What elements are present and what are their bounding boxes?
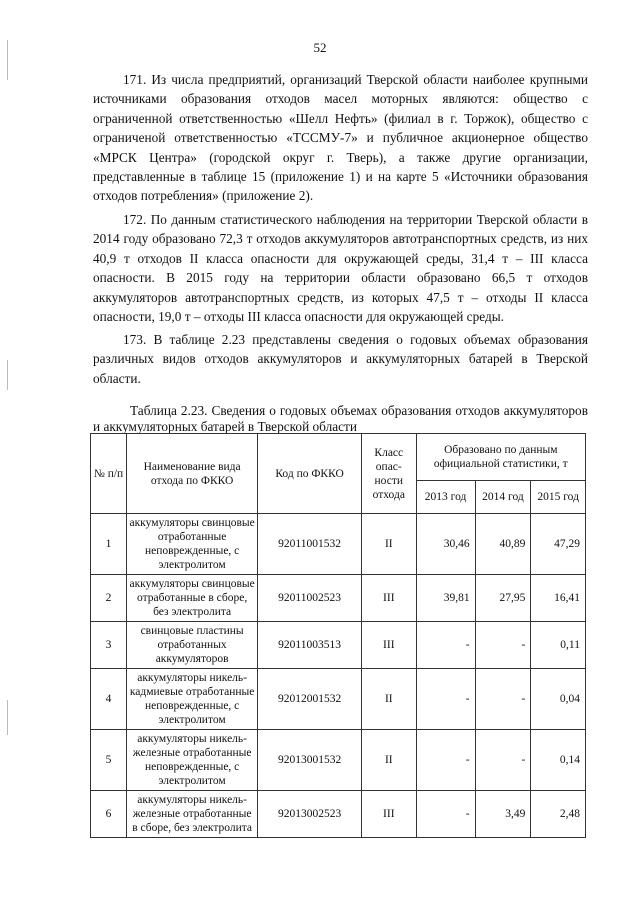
cell-2013: - [416, 622, 475, 669]
cell-code: 92013002523 [258, 791, 362, 838]
cell-2013: 30,46 [416, 514, 475, 575]
cell-name: аккумуляторы никель-кадмиевые отработанные неповрежденные, с электролитом [127, 669, 258, 730]
table-row [91, 669, 586, 730]
cell-2015: 16,41 [531, 575, 586, 622]
header-year-2015: 2015 год [531, 481, 586, 514]
cell-num: 5 [91, 730, 127, 791]
cell-name: аккумуляторы свинцовые отработанные в сборе, без электролита [127, 575, 258, 622]
cell-class: II [361, 669, 416, 730]
cell-class: II [361, 514, 416, 575]
header-num: № п/п [91, 434, 127, 514]
cell-2014: - [475, 669, 531, 730]
cell-2014: 40,89 [475, 514, 531, 575]
header-year-2014: 2014 год [475, 481, 531, 514]
paragraph-172: 172. По данным статистического наблюдения на территории Тверской области в 2014 году образовано 72,3 т отходов аккумуляторов автотранспортных средств, из них 40,9 т отходов II класса опасности для окружающей среды, 31,4 т – III класса опасности. В 2015 году на территории области образовано 66,5 т отходов аккумуляторов автотранспортных средств, из которых 47,5 т – отходы II класса опасности, 19,0 т – отходы III класса опасности для окружающей среды. [93, 212, 588, 325]
cell-2013: 39,81 [416, 575, 475, 622]
cell-class: III [361, 622, 416, 669]
table-row [91, 730, 586, 791]
cell-name: свинцовые пластины отработанных аккумуляторов [127, 622, 258, 669]
table-row [91, 622, 586, 669]
table-row [91, 791, 586, 838]
header-name: Наименование вида отхода по ФККО [127, 434, 258, 514]
cell-num: 3 [91, 622, 127, 669]
waste-table [90, 433, 586, 838]
cell-2013: - [416, 791, 475, 838]
cell-2014: - [475, 622, 531, 669]
cell-2014: 3,49 [475, 791, 531, 838]
cell-num: 2 [91, 575, 127, 622]
scan-margin-mark [7, 700, 8, 735]
cell-name: аккумуляторы никель-железные отработанные в сборе, без электролита [127, 791, 258, 838]
scan-margin-mark [7, 40, 8, 80]
cell-class: III [361, 791, 416, 838]
cell-num: 4 [91, 669, 127, 730]
cell-2015: 0,14 [531, 730, 586, 791]
scan-margin-mark [7, 360, 8, 390]
cell-num: 6 [91, 791, 127, 838]
cell-2014: - [475, 730, 531, 791]
paragraph-171: 171. Из числа предприятий, организаций Тверской области наиболее крупными источниками образования отходов масел моторных являются: общество с ограниченной ответственностью «Шелл Нефть» (филиал в г. Торжок), общество с ограниченой ответственностью «ТССМУ-7» и публичное акционерное общество «МРСК Центра» (городской округ г. Тверь), а также другие организации, представленные в таблице 15 (приложение 1) и на карте 5 «Источники образования отходов потребления» (приложение 2). [93, 72, 588, 204]
cell-num: 1 [91, 514, 127, 575]
cell-2013: - [416, 669, 475, 730]
cell-code: 92011001532 [258, 514, 362, 575]
cell-name: аккумуляторы свинцовые отработанные неповрежденные, с электролитом [127, 514, 258, 575]
cell-code: 92012001532 [258, 669, 362, 730]
cell-code: 92013001532 [258, 730, 362, 791]
cell-2015: 0,11 [531, 622, 586, 669]
header-code: Код по ФККО [258, 434, 362, 514]
header-stats: Образовано по данным официальной статистики, т [416, 434, 585, 481]
cell-2013: - [416, 730, 475, 791]
header-year-2013: 2013 год [416, 481, 475, 514]
header-class: Класс опас-ности отхода [361, 434, 416, 514]
cell-2015: 47,29 [531, 514, 586, 575]
cell-name: аккумуляторы никель-железные отработанные неповрежденные, с электролитом [127, 730, 258, 791]
cell-2015: 2,48 [531, 791, 586, 838]
cell-2015: 0,04 [531, 669, 586, 730]
paragraph-173: 173. В таблице 2.23 представлены сведения о годовых объемах образования различных видов отходов аккумуляторов и аккумуляторных батарей в Тверской области. [93, 332, 588, 386]
table-row [91, 575, 586, 622]
table-caption: Таблица 2.23. Сведения о годовых объемах образования отходов аккумуляторов и аккумуляторных батарей в Тверской области [93, 403, 588, 434]
cell-class: III [361, 575, 416, 622]
cell-2014: 27,95 [475, 575, 531, 622]
page-number: 52 [313, 40, 327, 55]
cell-code: 92011003513 [258, 622, 362, 669]
table-row [91, 514, 586, 575]
cell-code: 92011002523 [258, 575, 362, 622]
cell-class: II [361, 730, 416, 791]
